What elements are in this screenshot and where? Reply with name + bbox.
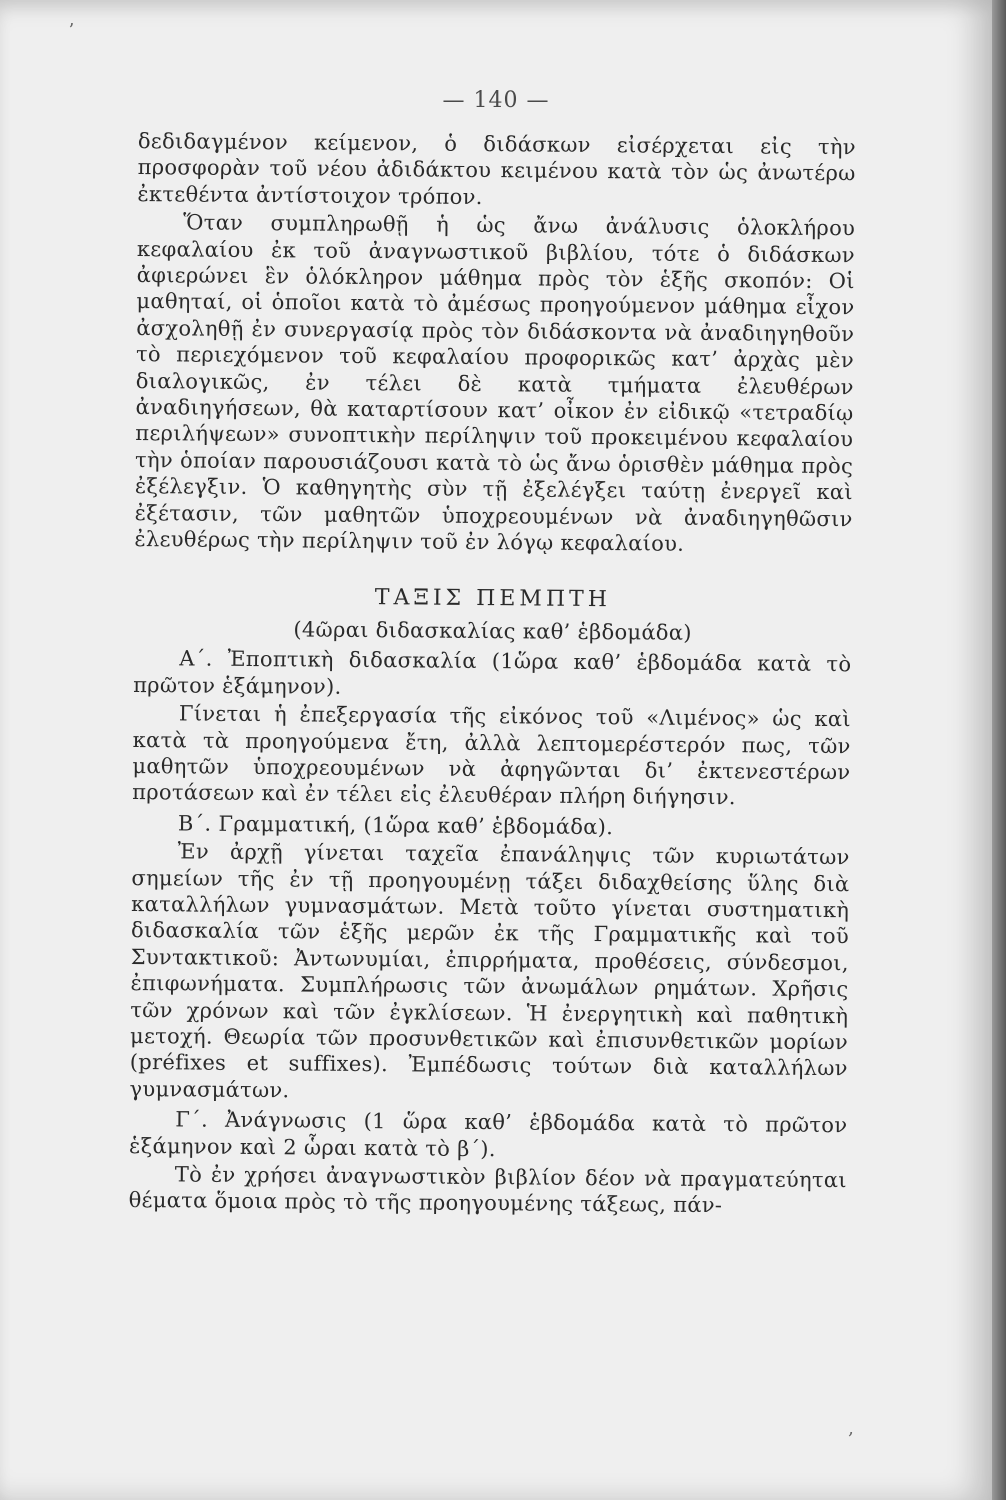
paragraph-reading: Τὸ ἐν χρήσει ἀναγνωστικὸν βιβλίον δέον νὰ πραγματεύηται θέματα ὅμοια πρὸς τὸ τῆς προηγουμένης τάξεως, πάν- — [128, 1162, 847, 1218]
subsection-title-b: Β΄. Γραμματική, (1ὥρα καθ’ ἑβδομάδα). — [177, 811, 614, 839]
page-number: — 140 — — [442, 88, 550, 113]
paragraph-continuation: δεδιδαγμένον κείμενον, ὁ διδάσκων εἰσέρχεται εἰς τὴν προσφορὰν τοῦ νέου ἀδιδάκτου κειμένου κατὰ τὸν ὡς ἀνωτέρω ἐκτεθέντα ἀντίστοιχον τρόπον. — [137, 128, 856, 209]
subsection-title-c: Γ΄. Ἀνάγνωσις (1 ὥρα καθ’ ἑβδομάδα κατὰ τὸ πρῶτον ἑξάμηνον καὶ 2 ὧραι κατὰ τὸ β΄). — [129, 1107, 848, 1161]
section-subheading: (4ῶραι διδασκαλίας καθ’ ἑβδομάδα) — [293, 617, 692, 645]
section-heading: ΤΑΞΙΣ ΠΕΜΠΤΗ — [374, 584, 612, 612]
paragraph-summary-lesson: Ὅταν συμπληρωθῇ ἡ ὡς ἄνω ἀνάλυσις ὁλοκλήρου κεφαλαίου ἐκ τοῦ ἀναγνωστικοῦ βιβλίου, τότε ὁ διδάσκων ἀφιερώνει ἓν ὁλόκληρον μάθημα πρὸς τὸν ἑξῆς σκοπόν: Οἱ μαθηταί, οἱ ὁποῖοι κατὰ τὸ ἀμέσως προηγούμενον μάθημα εἶχον ἀσχοληθῇ ἐν συνεργασίᾳ πρὸς τὸν διδάσκοντα νὰ ἀναδιηγηθοῦν τὸ περιεχόμενον τοῦ κεφαλαίου προφορικῶς κατ’ ἀρχὰς μὲν διαλογικῶς, ἐν τέλει δὲ κατὰ τμήματα ἐλευθέρων ἀναδιηγήσεων, θὰ καταρτίσουν κατ’ οἶκον ἐν εἰδικῷ «τετραδίῳ περιλήψεων» συνοπτικὴν περίληψιν τοῦ προκειμένου κεφαλαίου τὴν ὁποίαν παρουσιάζουσι κατὰ τὸ ὡς ἄνω ὁρισθὲν μάθημα πρὸς ἐξέλεγξιν. Ὁ καθηγητὴς σὺν τῇ ἐξελέγξει ταύτῃ ἐνεργεῖ καὶ ἐξέτασιν, τῶν μαθητῶν ὑποχρεουμένων νὰ ἀναδιηγηθῶσιν ἐλευθέρως τὴν περίληψιν τοῦ ἐν λόγῳ κεφαλαίου. — [134, 210, 856, 556]
paragraph-grammar: Ἐν ἀρχῇ γίνεται ταχεῖα ἐπανάληψις τῶν κυριωτάτων σημείων τῆς ἐν τῇ προηγουμένῃ τάξει διδαχθείσης ὕλης διὰ καταλλήλων γυμνασμάτων. Μετὰ τοῦτο γίνεται συστηματικὴ διδασκαλία τῶν ἑξῆς μερῶν ἐκ τῆς Γραμματικῆς καὶ τοῦ Συντακτικοῦ: Ἀντωνυμίαι, ἐπιρρήματα, προθέσεις, σύνδεσμοι, ἐπιφωνήματα. Συμπλήρωσις τῶν ἀνωμάλων ρημάτων. Χρῆσις τῶν χρόνων καὶ τῶν ἐγκλίσεων. Ἡ ἐνεργητικὴ καὶ παθητικὴ μετοχή. Θεωρία τῶν προσυνθετικῶν καὶ ἐπισυνθετικῶν μορίων (préfixes et suffixes). Ἐμπέδωσις τούτων διὰ καταλλήλων γυμνασμάτων. — [129, 839, 850, 1103]
page-edge-shadow — [992, 0, 1006, 1500]
page-text — [129, 128, 856, 1220]
scan-speck: ‚ — [848, 1418, 854, 1439]
paragraph-image-study: Γίνεται ἡ ἐπεξεργασία τῆς εἰκόνος τοῦ «Λιμένος» ὡς καὶ κατὰ τὰ προηγούμενα ἔτη, ἀλλὰ λεπτομερέστερόν πως, τῶν μαθητῶν ὑποχρεουμένων νὰ ἀφηγῶνται δι’ ἐκτενεστέρων προτάσεων καὶ ἐν τέλει εἰς ἐλευθέραν πλήρη διήγησιν. — [132, 701, 851, 810]
subsection-title-a: Α΄. Ἐποπτικὴ διδασκαλία (1ὥρα καθ’ ἑβδομάδα κατὰ τὸ πρῶτον ἑξάμηνον). — [133, 646, 852, 699]
scan-speck: ʼ — [68, 20, 74, 41]
